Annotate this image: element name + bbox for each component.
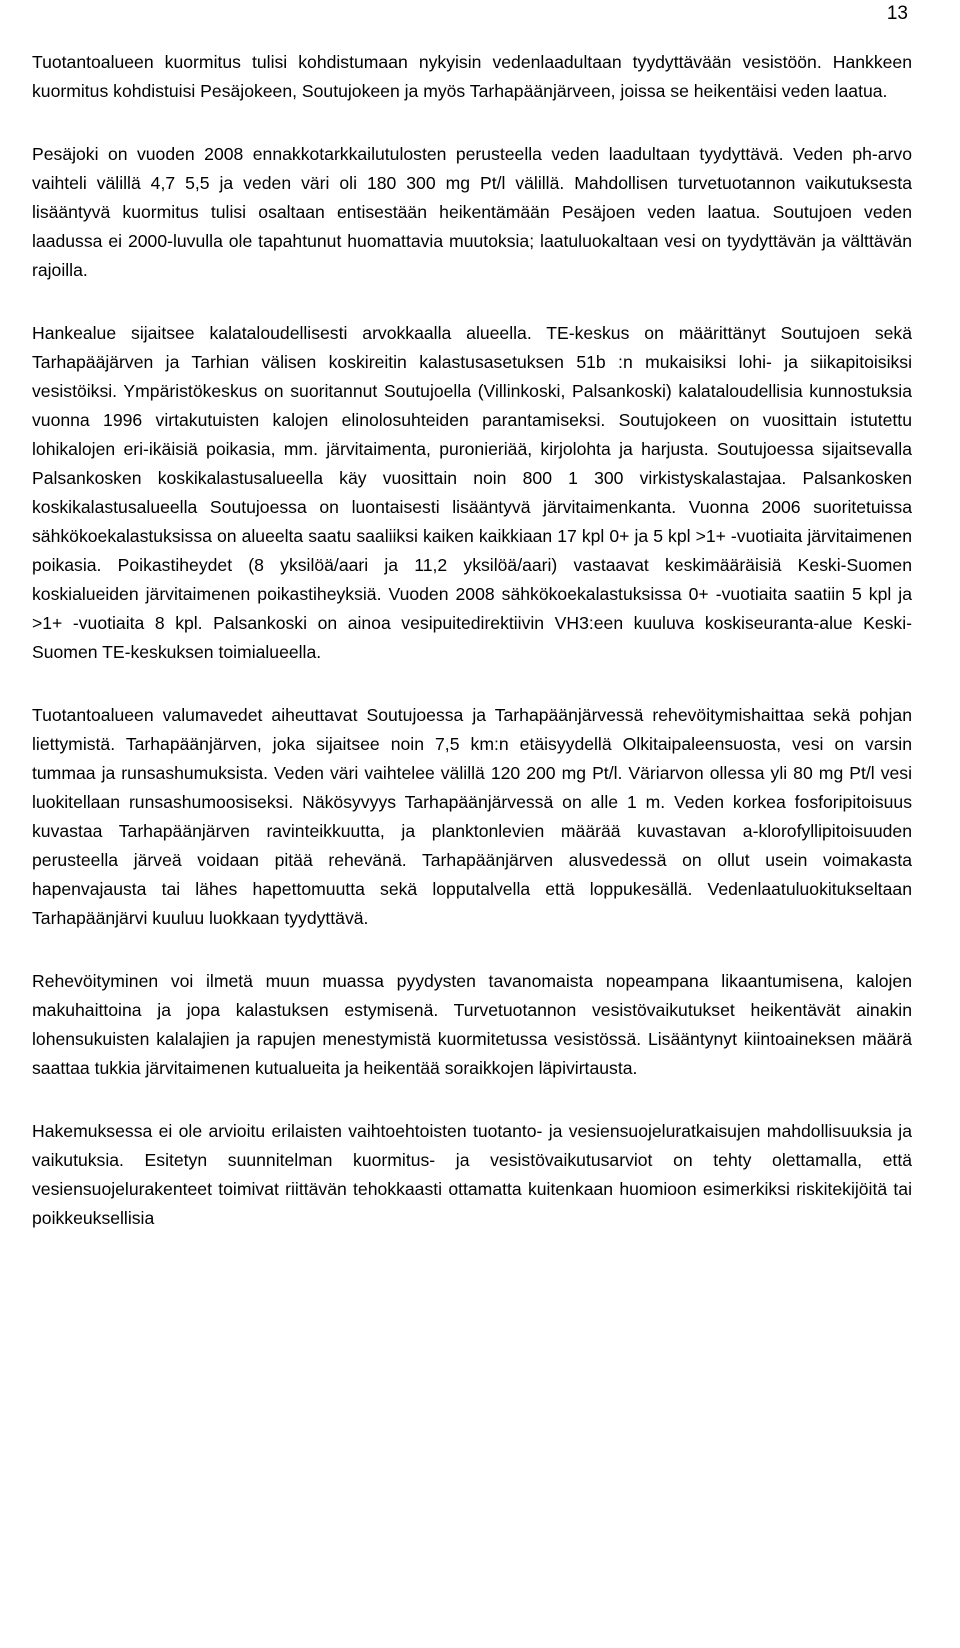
page-number: 13 bbox=[886, 3, 908, 24]
paragraph-alternatives-assessment: Hakemuksessa ei ole arvioitu erilaisten vaihtoehtoisten tuotanto- ja vesiensuojeluratkaisujen mahdollisuuksia ja vaikutuksia. Esitetyn suunnitelman kuormitus- ja vesistövaikutusarviot on tehty olettamalla, että vesiensuojelurakenteet toimivat riittävän tehokkaasti ottamatta kuitenkaan huomioon esimerkiksi riskitekijöitä tai poikkeuksellisia bbox=[32, 1121, 912, 1228]
paragraph-eutrophication-effects: Rehevöityminen voi ilmetä muun muassa pyydysten tavanomaista nopeampana likaantumisena, kalojen makuhaittoina ja jopa kalastuksen estymisenä. Turvetuotannon vesistövaikutukset heikentävät ainakin lohensukuisten kalalajien ja rapujen menestymistä kuormitetussa vesistössä. Lisääntynyt kiintoaineksen määrä saattaa tukkia järvitaimenen kutualueita ja heikentää soraikkojen läpivirtausta. bbox=[32, 971, 912, 1078]
paragraph-tarhapaanjarvi-eutrophication: Tuotantoalueen valumavedet aiheuttavat Soutujoessa ja Tarhapäänjärvessä rehevöitymishaittaa sekä pohjan liettymistä. Tarhapäänjärven, joka sijaitsee noin 7,5 km:n etäisyydellä Olkitaipaleensuosta, vesi on varsin tummaa ja runsashumuksista. Veden väri vaihtelee välillä 120 200 mg Pt/l. Väriarvon ollessa yli 80 mg Pt/l vesi luokitellaan runsashumoosiseksi. Näkösyvyys Tarhapäänjärvessä on alle 1 m. Veden korkea fosforipitoisuus kuvastaa Tarhapäänjärven ravinteikkuutta, ja planktonlevien määrää kuvastavan a-klorofyllipitoisuuden perusteella järveä voidaan pitää rehevänä. Tarhapäänjärven alusvedessä on ollut usein voimakasta hapenvajausta tai lähes hapettomuutta sekä lopputalvella että loppukesällä. Vedenlaatuluokitukseltaan Tarhapäänjärvi kuuluu luokkaan tyydyttävä. bbox=[32, 705, 912, 928]
paragraph-pesajoki-quality: Pesäjoki on vuoden 2008 ennakkotarkkailutulosten perusteella veden laadultaan tyydyttävä. Veden ph-arvo vaihteli välillä 4,7 5,5 ja veden väri oli 180 300 mg Pt/l välillä. Mahdollisen turvetuotannon vaikutuksesta lisääntyvä kuormitus tulisi osaltaan entisestään heikentämään Pesäjoen veden laatua. Soutujoen veden laadussa ei 2000-luvulla ole tapahtunut huomattavia muutoksia; laatuluokaltaan vesi on tyydyttävän ja välttävän rajoilla. bbox=[32, 144, 912, 280]
document-body bbox=[32, 48, 912, 1267]
paragraph-water-quality-impact: Tuotantoalueen kuormitus tulisi kohdistumaan nykyisin vedenlaadultaan tyydyttävään vesistöön. Hankkeen kuormitus kohdistuisi Pesäjokeen, Soutujokeen ja myös Tarhapäänjärveen, joissa se heikentäisi veden laatua. bbox=[32, 52, 912, 101]
paragraph-fisheries-value: Hankealue sijaitsee kalataloudellisesti arvokkaalla alueella. TE-keskus on määrittänyt Soutujoen sekä Tarhapääjärven ja Tarhian välisen koskireitin kalastusasetuksen 51b :n mukaisiksi lohi- ja siikapitoisiksi vesistöiksi. Ympäristökeskus on suoritannut Soutujoella (Villinkoski, Palsankoski) kalataloudellisia kunnostuksia vuonna 1996 virtakutuisten kalojen elinolosuhteiden parantamiseksi. Soutujokeen on vuosittain istutettu lohikalojen eri-ikäisiä poikasia, mm. järvitaimenta, puronieriää, kirjolohta ja harjusta. Soutujoessa sijaitsevalla Palsankosken koskikalastusalueella käy vuosittain noin 800 1 300 virkistyskalastajaa. Palsankosken koskikalastusalueella Soutujoessa on luontaisesti lisääntyvä järvitaimenkanta. Vuonna 2006 suoritetuissa sähkökoekalastuksissa on alueelta saatu saaliiksi kaiken kaikkiaan 17 kpl 0+ ja 5 kpl >1+ -vuotiaita järvitaimenen poikasia. Poikastiheydet (8 yksilöä/aari ja 11,2 yksilöä/aari) vastaavat keskimääräisiä Keski-Suomen koskialueiden järvitaimenen poikastiheyksiä. Vuoden 2008 sähkökoekalastuksissa 0+ -vuotiaita saatiin 5 kpl ja >1+ -vuotiaita 8 kpl. Palsankoski on ainoa vesipuitedirektiivin VH3:een kuuluva koskiseuranta-alue Keski-Suomen TE-keskuksen toimialueella. bbox=[32, 323, 912, 662]
